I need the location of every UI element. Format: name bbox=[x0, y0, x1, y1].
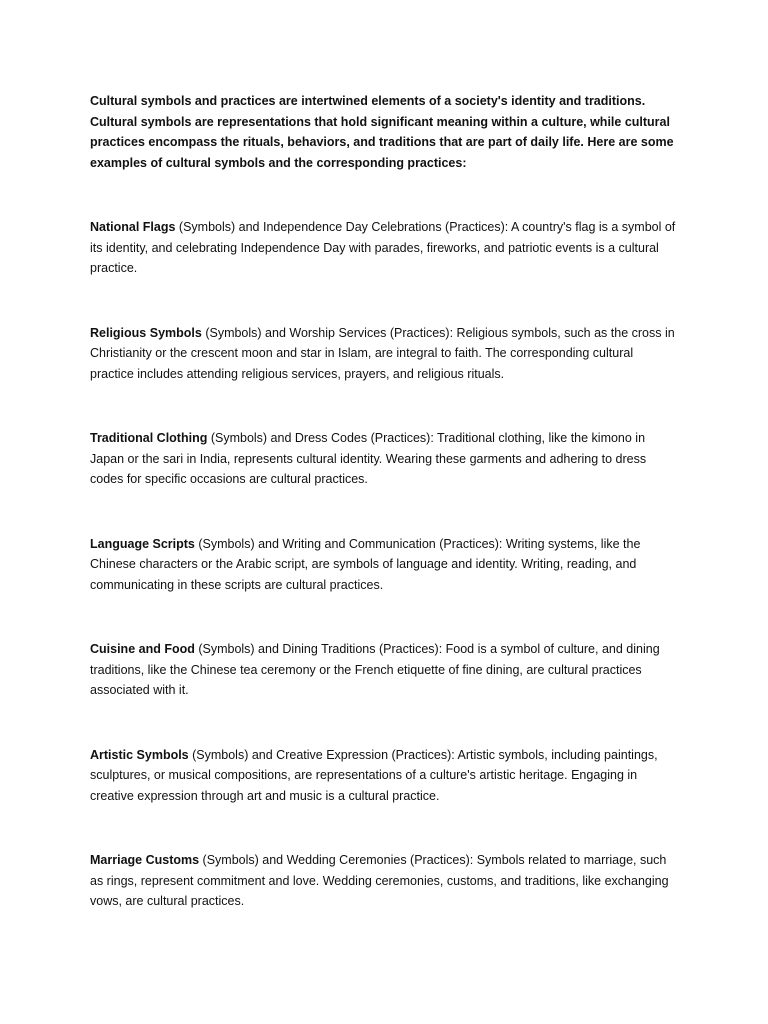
entry-text: (Symbols) and Dress Codes (Practices): Traditional clothing, like the kimono in Japan or the sari in India, represents cultural identity. Wearing these garments and adhering to dress codes for specific occasions are cultural practices. bbox=[90, 431, 647, 486]
entry-religious-symbols bbox=[90, 323, 680, 385]
entry-term: Marriage Customs bbox=[90, 853, 200, 867]
entry-cuisine-and-food bbox=[90, 639, 680, 701]
entry-term: Religious Symbols bbox=[90, 325, 202, 340]
entry-text: (Symbols) and Worship Services (Practices): Religious symbols, such as the cross in Christianity or the crescent moon and star in Islam, are integral to faith. The corresponding cultural practice includes attending religious services, prayers, and religious rituals. bbox=[90, 325, 675, 381]
entry-term: Cuisine and Food bbox=[90, 642, 195, 656]
entry-traditional-clothing bbox=[90, 428, 680, 490]
entry-national-flags bbox=[90, 217, 680, 279]
intro-paragraph: Cultural symbols and practices are intertwined elements of a society's identity and traditions. Cultural symbols are representations that hold significant meaning within a culture, while cultural practices encompass the rituals, behaviors, and traditions that are part of daily life. Here are some examples of cultural symbols and the corresponding practices: bbox=[90, 94, 674, 170]
entry-text: (Symbols) and Writing and Communication (Practices): Writing systems, like the Chinese characters or the Arabic script, are symbols of language and identity. Writing, reading, and communicating in these scripts are cultural practices. bbox=[90, 536, 641, 592]
entry-text: (Symbols) and Wedding Ceremonies (Practices): Symbols related to marriage, such as rings, represent commitment and love. Wedding ceremonies, customs, and traditions, like exchanging vows, are cultural practices. bbox=[90, 853, 669, 908]
entry-text: (Symbols) and Creative Expression (Practices): Artistic symbols, including paintings, sculptures, or musical compositions, are representations of a culture's artistic heritage. Engaging in creative expression through art and music is a cultural practice. bbox=[90, 747, 658, 803]
entry-term: Artistic Symbols bbox=[90, 747, 189, 762]
entry-marriage-customs bbox=[90, 850, 680, 912]
entry-term: Language Scripts bbox=[90, 536, 195, 551]
entry-text: (Symbols) and Dining Traditions (Practices): Food is a symbol of culture, and dining traditions, like the Chinese tea ceremony or the French etiquette of fine dining, are cultural practices associated with it. bbox=[90, 642, 660, 697]
entry-term: National Flags bbox=[90, 220, 176, 234]
entry-language-scripts bbox=[90, 534, 680, 596]
entry-term: Traditional Clothing bbox=[90, 431, 208, 445]
document-page bbox=[90, 91, 680, 956]
entry-text: (Symbols) and Independence Day Celebrations (Practices): A country's flag is a symbol of its identity, and celebrating Independence Day with parades, fireworks, and patriotic events is a cultural practice. bbox=[90, 220, 676, 275]
entry-artistic-symbols bbox=[90, 745, 680, 807]
